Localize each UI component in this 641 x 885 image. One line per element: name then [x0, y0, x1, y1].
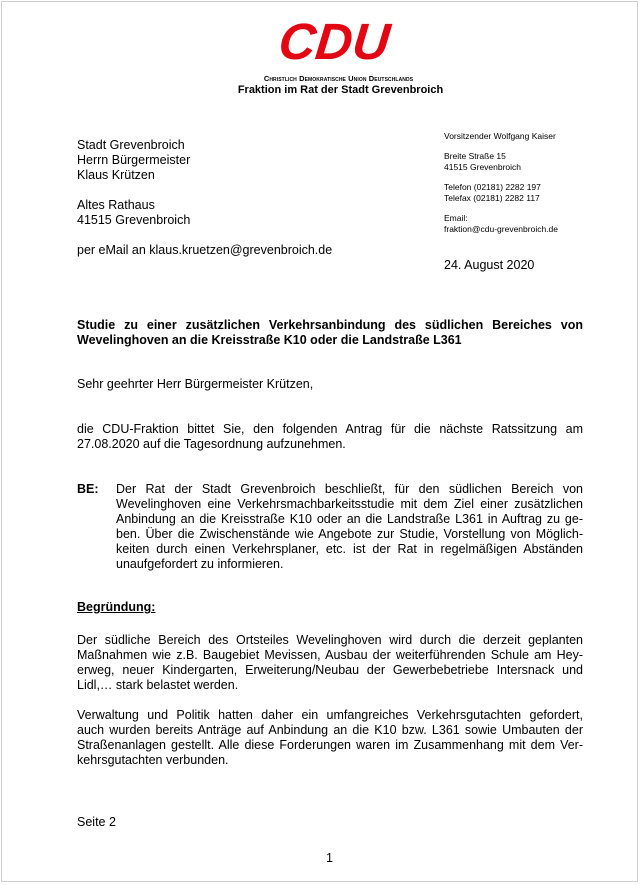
sender-street: Breite Straße 15 — [444, 151, 506, 161]
paragraph-line: kehrsgutachten verbunden. — [77, 753, 229, 767]
paragraph-line: Maßnahmen wie z.B. Baugebiet Mevissen, Ausbau der weiterführenden Schule am Hey- — [77, 648, 583, 662]
recipient-name: Klaus Krützen — [77, 168, 155, 182]
recipient-city: Stadt Grevenbroich — [77, 138, 185, 152]
reason-heading: Begründung: — [77, 600, 156, 614]
recipient-title: Herrn Bürgermeister — [77, 153, 191, 167]
resolution-text — [116, 482, 583, 572]
sender-postal-city: 41515 Grevenbroich — [444, 162, 522, 172]
sender-phone: Telefon (02181) 2282 197 — [444, 182, 541, 192]
page-reference: Seite 2 — [77, 815, 116, 829]
resolution-line: keiten durch einen Verkehrsplaner, etc. ist der Rat in regelmäßigen Abständen — [116, 542, 583, 556]
paragraph-line: Verwaltung und Politik hatten daher ein umfangreiches Verkehrsgutachten gefordert, — [77, 708, 583, 722]
paragraph-line: Lidl,… stark belastet werden. — [77, 678, 239, 692]
intro-line: 27.08.2020 auf die Tagesordnung aufzunehmen. — [77, 437, 346, 451]
salutation: Sehr geehrter Herr Bürgermeister Krützen, — [77, 377, 314, 391]
faction-name: Fraktion im Rat der Stadt Grevenbroich — [237, 84, 444, 96]
recipient-address — [77, 138, 332, 258]
reason-paragraph-2 — [77, 708, 583, 768]
intro-line: die CDU-Fraktion bittet Sie, den folgenden Antrag für die nächste Ratssitzung am — [77, 422, 583, 436]
logo-text: CDU — [276, 13, 393, 70]
intro-paragraph — [77, 422, 583, 452]
subject-line: Studie zu einer zusätzlichen Verkehrsanbindung des südlichen Bereiches von — [77, 318, 583, 332]
recipient-email-line: per eMail an klaus.kruetzen@grevenbroich.de — [77, 243, 333, 257]
party-name: Christlich Demokratische Union Deutschlands — [263, 74, 414, 83]
paragraph-line: Der südliche Bereich des Ortsteiles Wevelinghoven wird durch die derzeit geplanten — [77, 633, 583, 647]
subject — [77, 318, 583, 348]
resolution-line: Wevelinghoven eine Verkehrsmachbarkeitsstudie mit dem Ziel einer zusätzlichen — [116, 497, 583, 511]
letter-date: 24. August 2020 — [444, 258, 535, 272]
reason-paragraph-1 — [77, 633, 583, 693]
subject-line: Wevelinghoven an die Kreisstraße K10 oder die Landstraße L361 — [77, 333, 462, 347]
resolution-line: ben. Über die Zwischenstände wie Angebote zur Studie, Vorstellung von Möglich- — [116, 527, 583, 541]
sender-fax: Telefax (02181) 2282 117 — [444, 193, 540, 203]
cdu-logo — [0, 14, 641, 70]
resolution-line: Der Rat der Stadt Grevenbroich beschließt, für den südlichen Bereich von — [116, 482, 583, 496]
recipient-postal-city: 41515 Grevenbroich — [77, 213, 191, 227]
resolution-line: unaufgefordert zu informieren. — [116, 557, 284, 571]
sender-email: fraktion@cdu-grevenbroich.de — [444, 224, 558, 234]
page-number: 1 — [326, 851, 333, 865]
paragraph-line: Straßenanlagen gestellt. Alle diese Forderungen waren im Zusammenhang mit dem Ver- — [77, 738, 583, 752]
paragraph-line: auch wurden bereits Anträge auf Anbindung an die K10 bzw. L361 sowie Umbauten der — [77, 723, 583, 737]
resolution-line: Anbindung an die Kreisstraße K10 oder an die Landstraße L361 in Auftrag zu ge- — [116, 512, 583, 526]
sender-chair: Vorsitzender Wolfgang Kaiser — [444, 131, 556, 141]
paragraph-line: erweg, neuer Kindergarten, Erweiterung/Neubau der Gewerbebetriebe Intersnack und — [77, 663, 583, 677]
resolution-label: BE: — [77, 482, 99, 496]
sender-email-label: Email: — [444, 213, 468, 223]
recipient-building: Altes Rathaus — [77, 198, 155, 212]
sender-info — [444, 131, 558, 235]
